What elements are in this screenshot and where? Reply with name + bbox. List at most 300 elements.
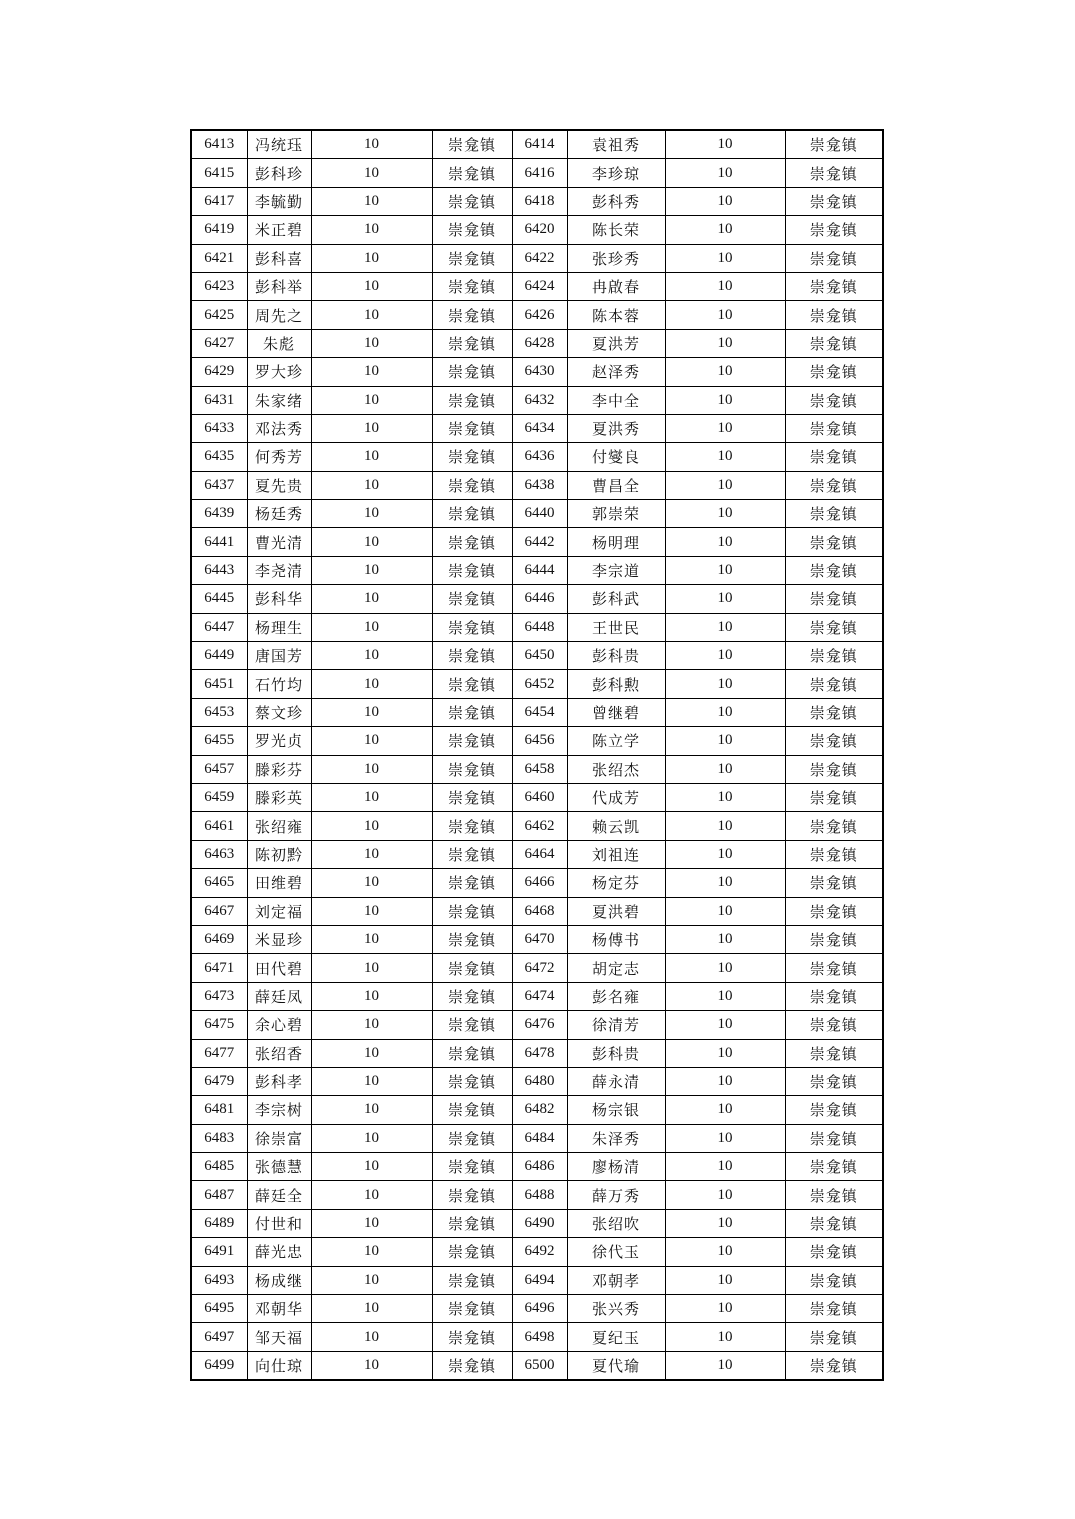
right-name-cell: 夏洪秀 — [567, 414, 665, 442]
right-number-cell: 6424 — [512, 272, 567, 300]
right-name-cell: 郭崇荣 — [567, 500, 665, 528]
right-town-cell: 崇龛镇 — [785, 840, 883, 868]
left-name-cell: 彭科珍 — [247, 159, 311, 187]
right-number-cell: 6426 — [512, 301, 567, 329]
left-name-cell: 李毓勤 — [247, 187, 311, 215]
left-number-cell: 6459 — [191, 783, 247, 811]
left-amount-cell: 10 — [311, 812, 432, 840]
left-number-cell: 6491 — [191, 1238, 247, 1266]
right-amount-cell: 10 — [665, 1323, 785, 1351]
right-amount-cell: 10 — [665, 925, 785, 953]
right-name-cell: 廖杨清 — [567, 1153, 665, 1181]
left-name-cell: 邓法秀 — [247, 414, 311, 442]
table-row — [191, 1067, 883, 1095]
left-town-cell: 崇龛镇 — [432, 1266, 512, 1294]
left-amount-cell: 10 — [311, 613, 432, 641]
right-amount-cell: 10 — [665, 329, 785, 357]
left-number-cell: 6451 — [191, 670, 247, 698]
right-name-cell: 杨明理 — [567, 528, 665, 556]
right-amount-cell: 10 — [665, 698, 785, 726]
left-number-cell: 6439 — [191, 500, 247, 528]
right-town-cell: 崇龛镇 — [785, 812, 883, 840]
right-name-cell: 夏洪碧 — [567, 897, 665, 925]
left-number-cell: 6413 — [191, 130, 247, 159]
right-town-cell: 崇龛镇 — [785, 1067, 883, 1095]
right-town-cell: 崇龛镇 — [785, 954, 883, 982]
left-number-cell: 6417 — [191, 187, 247, 215]
right-town-cell: 崇龛镇 — [785, 159, 883, 187]
left-name-cell: 邹天福 — [247, 1323, 311, 1351]
left-town-cell: 崇龛镇 — [432, 1153, 512, 1181]
table-row — [191, 556, 883, 584]
table-row — [191, 1181, 883, 1209]
left-town-cell: 崇龛镇 — [432, 358, 512, 386]
table-row — [191, 812, 883, 840]
right-number-cell: 6466 — [512, 869, 567, 897]
right-amount-cell: 10 — [665, 130, 785, 159]
right-number-cell: 6494 — [512, 1266, 567, 1294]
table-row — [191, 301, 883, 329]
right-amount-cell: 10 — [665, 1209, 785, 1237]
right-amount-cell: 10 — [665, 1153, 785, 1181]
left-amount-cell: 10 — [311, 1039, 432, 1067]
right-name-cell: 张兴秀 — [567, 1295, 665, 1323]
left-name-cell: 薛廷凤 — [247, 982, 311, 1010]
left-name-cell: 杨理生 — [247, 613, 311, 641]
left-amount-cell: 10 — [311, 1067, 432, 1095]
right-town-cell: 崇龛镇 — [785, 556, 883, 584]
left-number-cell: 6455 — [191, 727, 247, 755]
right-amount-cell: 10 — [665, 1181, 785, 1209]
right-number-cell: 6492 — [512, 1238, 567, 1266]
right-amount-cell: 10 — [665, 443, 785, 471]
table-row — [191, 471, 883, 499]
left-amount-cell: 10 — [311, 244, 432, 272]
left-town-cell: 崇龛镇 — [432, 187, 512, 215]
right-name-cell: 李中全 — [567, 386, 665, 414]
right-town-cell: 崇龛镇 — [785, 755, 883, 783]
right-number-cell: 6454 — [512, 698, 567, 726]
right-name-cell: 冉啟春 — [567, 272, 665, 300]
left-town-cell: 崇龛镇 — [432, 329, 512, 357]
left-town-cell: 崇龛镇 — [432, 500, 512, 528]
right-name-cell: 张绍杰 — [567, 755, 665, 783]
table-row — [191, 216, 883, 244]
left-amount-cell: 10 — [311, 272, 432, 300]
left-name-cell: 周先之 — [247, 301, 311, 329]
left-number-cell: 6449 — [191, 642, 247, 670]
right-town-cell: 崇龛镇 — [785, 1039, 883, 1067]
table-row — [191, 982, 883, 1010]
left-name-cell: 薛廷全 — [247, 1181, 311, 1209]
left-amount-cell: 10 — [311, 187, 432, 215]
left-town-cell: 崇龛镇 — [432, 159, 512, 187]
right-number-cell: 6444 — [512, 556, 567, 584]
left-town-cell: 崇龛镇 — [432, 386, 512, 414]
left-number-cell: 6415 — [191, 159, 247, 187]
left-name-cell: 余心碧 — [247, 1011, 311, 1039]
right-amount-cell: 10 — [665, 670, 785, 698]
right-amount-cell: 10 — [665, 585, 785, 613]
right-amount-cell: 10 — [665, 1238, 785, 1266]
right-town-cell: 崇龛镇 — [785, 329, 883, 357]
left-name-cell: 徐崇富 — [247, 1124, 311, 1152]
left-town-cell: 崇龛镇 — [432, 1238, 512, 1266]
right-name-cell: 王世民 — [567, 613, 665, 641]
left-number-cell: 6487 — [191, 1181, 247, 1209]
right-name-cell: 杨定芬 — [567, 869, 665, 897]
table-row — [191, 642, 883, 670]
left-number-cell: 6443 — [191, 556, 247, 584]
left-town-cell: 崇龛镇 — [432, 1039, 512, 1067]
table-row — [191, 272, 883, 300]
right-number-cell: 6430 — [512, 358, 567, 386]
right-amount-cell: 10 — [665, 783, 785, 811]
right-town-cell: 崇龛镇 — [785, 1209, 883, 1237]
left-town-cell: 崇龛镇 — [432, 1124, 512, 1152]
left-amount-cell: 10 — [311, 897, 432, 925]
left-town-cell: 崇龛镇 — [432, 982, 512, 1010]
right-number-cell: 6448 — [512, 613, 567, 641]
left-name-cell: 石竹均 — [247, 670, 311, 698]
left-town-cell: 崇龛镇 — [432, 840, 512, 868]
right-amount-cell: 10 — [665, 812, 785, 840]
right-number-cell: 6468 — [512, 897, 567, 925]
right-number-cell: 6462 — [512, 812, 567, 840]
left-amount-cell: 10 — [311, 159, 432, 187]
left-amount-cell: 10 — [311, 556, 432, 584]
right-amount-cell: 10 — [665, 216, 785, 244]
table-row — [191, 1096, 883, 1124]
right-amount-cell: 10 — [665, 642, 785, 670]
left-number-cell: 6483 — [191, 1124, 247, 1152]
right-town-cell: 崇龛镇 — [785, 358, 883, 386]
left-number-cell: 6499 — [191, 1351, 247, 1380]
right-name-cell: 胡定志 — [567, 954, 665, 982]
left-name-cell: 杨成继 — [247, 1266, 311, 1294]
left-amount-cell: 10 — [311, 698, 432, 726]
right-name-cell: 彭科贵 — [567, 642, 665, 670]
left-name-cell: 滕彩芬 — [247, 755, 311, 783]
left-town-cell: 崇龛镇 — [432, 1209, 512, 1237]
left-town-cell: 崇龛镇 — [432, 698, 512, 726]
left-amount-cell: 10 — [311, 783, 432, 811]
left-town-cell: 崇龛镇 — [432, 1323, 512, 1351]
right-amount-cell: 10 — [665, 840, 785, 868]
left-name-cell: 米显珍 — [247, 925, 311, 953]
left-amount-cell: 10 — [311, 500, 432, 528]
right-number-cell: 6446 — [512, 585, 567, 613]
right-number-cell: 6414 — [512, 130, 567, 159]
right-amount-cell: 10 — [665, 1039, 785, 1067]
right-name-cell: 曹昌全 — [567, 471, 665, 499]
right-number-cell: 6440 — [512, 500, 567, 528]
right-town-cell: 崇龛镇 — [785, 1011, 883, 1039]
left-amount-cell: 10 — [311, 1011, 432, 1039]
left-town-cell: 崇龛镇 — [432, 1295, 512, 1323]
right-name-cell: 朱泽秀 — [567, 1124, 665, 1152]
right-amount-cell: 10 — [665, 727, 785, 755]
left-town-cell: 崇龛镇 — [432, 1096, 512, 1124]
left-town-cell: 崇龛镇 — [432, 670, 512, 698]
right-number-cell: 6442 — [512, 528, 567, 556]
left-number-cell: 6479 — [191, 1067, 247, 1095]
right-name-cell: 彭名雍 — [567, 982, 665, 1010]
table-row — [191, 528, 883, 556]
right-name-cell: 刘祖连 — [567, 840, 665, 868]
left-amount-cell: 10 — [311, 1153, 432, 1181]
table-row — [191, 1124, 883, 1152]
left-town-cell: 崇龛镇 — [432, 812, 512, 840]
right-amount-cell: 10 — [665, 528, 785, 556]
right-town-cell: 崇龛镇 — [785, 272, 883, 300]
left-amount-cell: 10 — [311, 1181, 432, 1209]
table-row — [191, 244, 883, 272]
right-name-cell: 张绍吹 — [567, 1209, 665, 1237]
right-amount-cell: 10 — [665, 159, 785, 187]
right-town-cell: 崇龛镇 — [785, 244, 883, 272]
right-number-cell: 6486 — [512, 1153, 567, 1181]
right-town-cell: 崇龛镇 — [785, 1295, 883, 1323]
left-amount-cell: 10 — [311, 1351, 432, 1380]
left-town-cell: 崇龛镇 — [432, 1181, 512, 1209]
left-number-cell: 6429 — [191, 358, 247, 386]
left-name-cell: 田维碧 — [247, 869, 311, 897]
left-amount-cell: 10 — [311, 840, 432, 868]
right-number-cell: 6488 — [512, 1181, 567, 1209]
left-name-cell: 张绍雍 — [247, 812, 311, 840]
left-amount-cell: 10 — [311, 925, 432, 953]
right-town-cell: 崇龛镇 — [785, 869, 883, 897]
left-number-cell: 6473 — [191, 982, 247, 1010]
right-amount-cell: 10 — [665, 613, 785, 641]
table-row — [191, 1238, 883, 1266]
left-name-cell: 彭科喜 — [247, 244, 311, 272]
right-name-cell: 李珍琼 — [567, 159, 665, 187]
right-town-cell: 崇龛镇 — [785, 897, 883, 925]
left-number-cell: 6469 — [191, 925, 247, 953]
left-town-cell: 崇龛镇 — [432, 1067, 512, 1095]
right-amount-cell: 10 — [665, 1124, 785, 1152]
left-name-cell: 向仕琼 — [247, 1351, 311, 1380]
table-row — [191, 1266, 883, 1294]
right-amount-cell: 10 — [665, 244, 785, 272]
right-town-cell: 崇龛镇 — [785, 642, 883, 670]
left-name-cell: 李尧清 — [247, 556, 311, 584]
table-row — [191, 755, 883, 783]
left-number-cell: 6471 — [191, 954, 247, 982]
right-amount-cell: 10 — [665, 755, 785, 783]
right-amount-cell: 10 — [665, 897, 785, 925]
table-row — [191, 159, 883, 187]
right-number-cell: 6480 — [512, 1067, 567, 1095]
table-row — [191, 954, 883, 982]
right-number-cell: 6498 — [512, 1323, 567, 1351]
left-amount-cell: 10 — [311, 585, 432, 613]
right-name-cell: 袁祖秀 — [567, 130, 665, 159]
table-row — [191, 1209, 883, 1237]
right-number-cell: 6452 — [512, 670, 567, 698]
right-number-cell: 6432 — [512, 386, 567, 414]
left-name-cell: 滕彩英 — [247, 783, 311, 811]
right-name-cell: 邓朝孝 — [567, 1266, 665, 1294]
right-amount-cell: 10 — [665, 414, 785, 442]
right-town-cell: 崇龛镇 — [785, 443, 883, 471]
left-number-cell: 6445 — [191, 585, 247, 613]
left-amount-cell: 10 — [311, 130, 432, 159]
right-number-cell: 6490 — [512, 1209, 567, 1237]
right-number-cell: 6496 — [512, 1295, 567, 1323]
left-name-cell: 何秀芳 — [247, 443, 311, 471]
left-town-cell: 崇龛镇 — [432, 727, 512, 755]
left-amount-cell: 10 — [311, 670, 432, 698]
table-row — [191, 925, 883, 953]
right-name-cell: 徐清芳 — [567, 1011, 665, 1039]
left-amount-cell: 10 — [311, 528, 432, 556]
right-number-cell: 6464 — [512, 840, 567, 868]
left-amount-cell: 10 — [311, 1323, 432, 1351]
right-amount-cell: 10 — [665, 1266, 785, 1294]
table-row — [191, 443, 883, 471]
table-row — [191, 1011, 883, 1039]
left-name-cell: 付世和 — [247, 1209, 311, 1237]
left-amount-cell: 10 — [311, 329, 432, 357]
left-number-cell: 6457 — [191, 755, 247, 783]
right-amount-cell: 10 — [665, 301, 785, 329]
right-amount-cell: 10 — [665, 1067, 785, 1095]
right-number-cell: 6422 — [512, 244, 567, 272]
left-amount-cell: 10 — [311, 386, 432, 414]
left-name-cell: 邓朝华 — [247, 1295, 311, 1323]
left-amount-cell: 10 — [311, 216, 432, 244]
right-amount-cell: 10 — [665, 1011, 785, 1039]
right-number-cell: 6436 — [512, 443, 567, 471]
right-town-cell: 崇龛镇 — [785, 585, 883, 613]
left-town-cell: 崇龛镇 — [432, 556, 512, 584]
right-amount-cell: 10 — [665, 954, 785, 982]
left-number-cell: 6481 — [191, 1096, 247, 1124]
left-amount-cell: 10 — [311, 358, 432, 386]
right-number-cell: 6418 — [512, 187, 567, 215]
table-row — [191, 613, 883, 641]
right-name-cell: 徐代玉 — [567, 1238, 665, 1266]
right-name-cell: 李宗道 — [567, 556, 665, 584]
right-number-cell: 6474 — [512, 982, 567, 1010]
right-amount-cell: 10 — [665, 358, 785, 386]
right-town-cell: 崇龛镇 — [785, 698, 883, 726]
right-name-cell: 陈长荣 — [567, 216, 665, 244]
left-name-cell: 曹光清 — [247, 528, 311, 556]
table-row — [191, 358, 883, 386]
left-name-cell: 张绍香 — [247, 1039, 311, 1067]
right-town-cell: 崇龛镇 — [785, 301, 883, 329]
right-town-cell: 崇龛镇 — [785, 1351, 883, 1380]
right-name-cell: 彭科贵 — [567, 1039, 665, 1067]
left-number-cell: 6497 — [191, 1323, 247, 1351]
left-amount-cell: 10 — [311, 1238, 432, 1266]
left-town-cell: 崇龛镇 — [432, 1351, 512, 1380]
left-name-cell: 蔡文珍 — [247, 698, 311, 726]
right-number-cell: 6500 — [512, 1351, 567, 1380]
right-town-cell: 崇龛镇 — [785, 130, 883, 159]
left-town-cell: 崇龛镇 — [432, 443, 512, 471]
left-town-cell: 崇龛镇 — [432, 897, 512, 925]
left-town-cell: 崇龛镇 — [432, 585, 512, 613]
left-town-cell: 崇龛镇 — [432, 528, 512, 556]
right-name-cell: 陈立学 — [567, 727, 665, 755]
left-amount-cell: 10 — [311, 642, 432, 670]
table-row — [191, 187, 883, 215]
left-amount-cell: 10 — [311, 1266, 432, 1294]
right-name-cell: 杨傅书 — [567, 925, 665, 953]
left-amount-cell: 10 — [311, 301, 432, 329]
right-town-cell: 崇龛镇 — [785, 727, 883, 755]
right-amount-cell: 10 — [665, 1096, 785, 1124]
left-town-cell: 崇龛镇 — [432, 613, 512, 641]
left-number-cell: 6447 — [191, 613, 247, 641]
right-name-cell: 夏代瑜 — [567, 1351, 665, 1380]
right-number-cell: 6420 — [512, 216, 567, 244]
left-name-cell: 米正碧 — [247, 216, 311, 244]
right-town-cell: 崇龛镇 — [785, 414, 883, 442]
left-number-cell: 6435 — [191, 443, 247, 471]
right-amount-cell: 10 — [665, 982, 785, 1010]
left-name-cell: 张德慧 — [247, 1153, 311, 1181]
left-name-cell: 朱家绪 — [247, 386, 311, 414]
left-amount-cell: 10 — [311, 1096, 432, 1124]
right-town-cell: 崇龛镇 — [785, 982, 883, 1010]
left-name-cell: 夏先贵 — [247, 471, 311, 499]
left-amount-cell: 10 — [311, 982, 432, 1010]
right-name-cell: 曾继碧 — [567, 698, 665, 726]
table-row — [191, 1295, 883, 1323]
left-town-cell: 崇龛镇 — [432, 642, 512, 670]
right-town-cell: 崇龛镇 — [785, 613, 883, 641]
left-amount-cell: 10 — [311, 471, 432, 499]
right-town-cell: 崇龛镇 — [785, 1124, 883, 1152]
left-name-cell: 田代碧 — [247, 954, 311, 982]
table-row — [191, 1153, 883, 1181]
right-name-cell: 彭科武 — [567, 585, 665, 613]
left-town-cell: 崇龛镇 — [432, 869, 512, 897]
right-number-cell: 6438 — [512, 471, 567, 499]
left-number-cell: 6423 — [191, 272, 247, 300]
left-number-cell: 6485 — [191, 1153, 247, 1181]
right-town-cell: 崇龛镇 — [785, 925, 883, 953]
right-number-cell: 6484 — [512, 1124, 567, 1152]
left-number-cell: 6419 — [191, 216, 247, 244]
left-amount-cell: 10 — [311, 414, 432, 442]
left-town-cell: 崇龛镇 — [432, 216, 512, 244]
left-number-cell: 6453 — [191, 698, 247, 726]
right-town-cell: 崇龛镇 — [785, 783, 883, 811]
right-town-cell: 崇龛镇 — [785, 216, 883, 244]
right-number-cell: 6482 — [512, 1096, 567, 1124]
left-number-cell: 6495 — [191, 1295, 247, 1323]
left-number-cell: 6437 — [191, 471, 247, 499]
left-number-cell: 6463 — [191, 840, 247, 868]
left-town-cell: 崇龛镇 — [432, 244, 512, 272]
right-name-cell: 赵泽秀 — [567, 358, 665, 386]
left-name-cell: 杨廷秀 — [247, 500, 311, 528]
right-number-cell: 6416 — [512, 159, 567, 187]
left-amount-cell: 10 — [311, 1209, 432, 1237]
table-row — [191, 670, 883, 698]
left-name-cell: 李宗树 — [247, 1096, 311, 1124]
left-amount-cell: 10 — [311, 443, 432, 471]
right-town-cell: 崇龛镇 — [785, 1153, 883, 1181]
left-town-cell: 崇龛镇 — [432, 783, 512, 811]
